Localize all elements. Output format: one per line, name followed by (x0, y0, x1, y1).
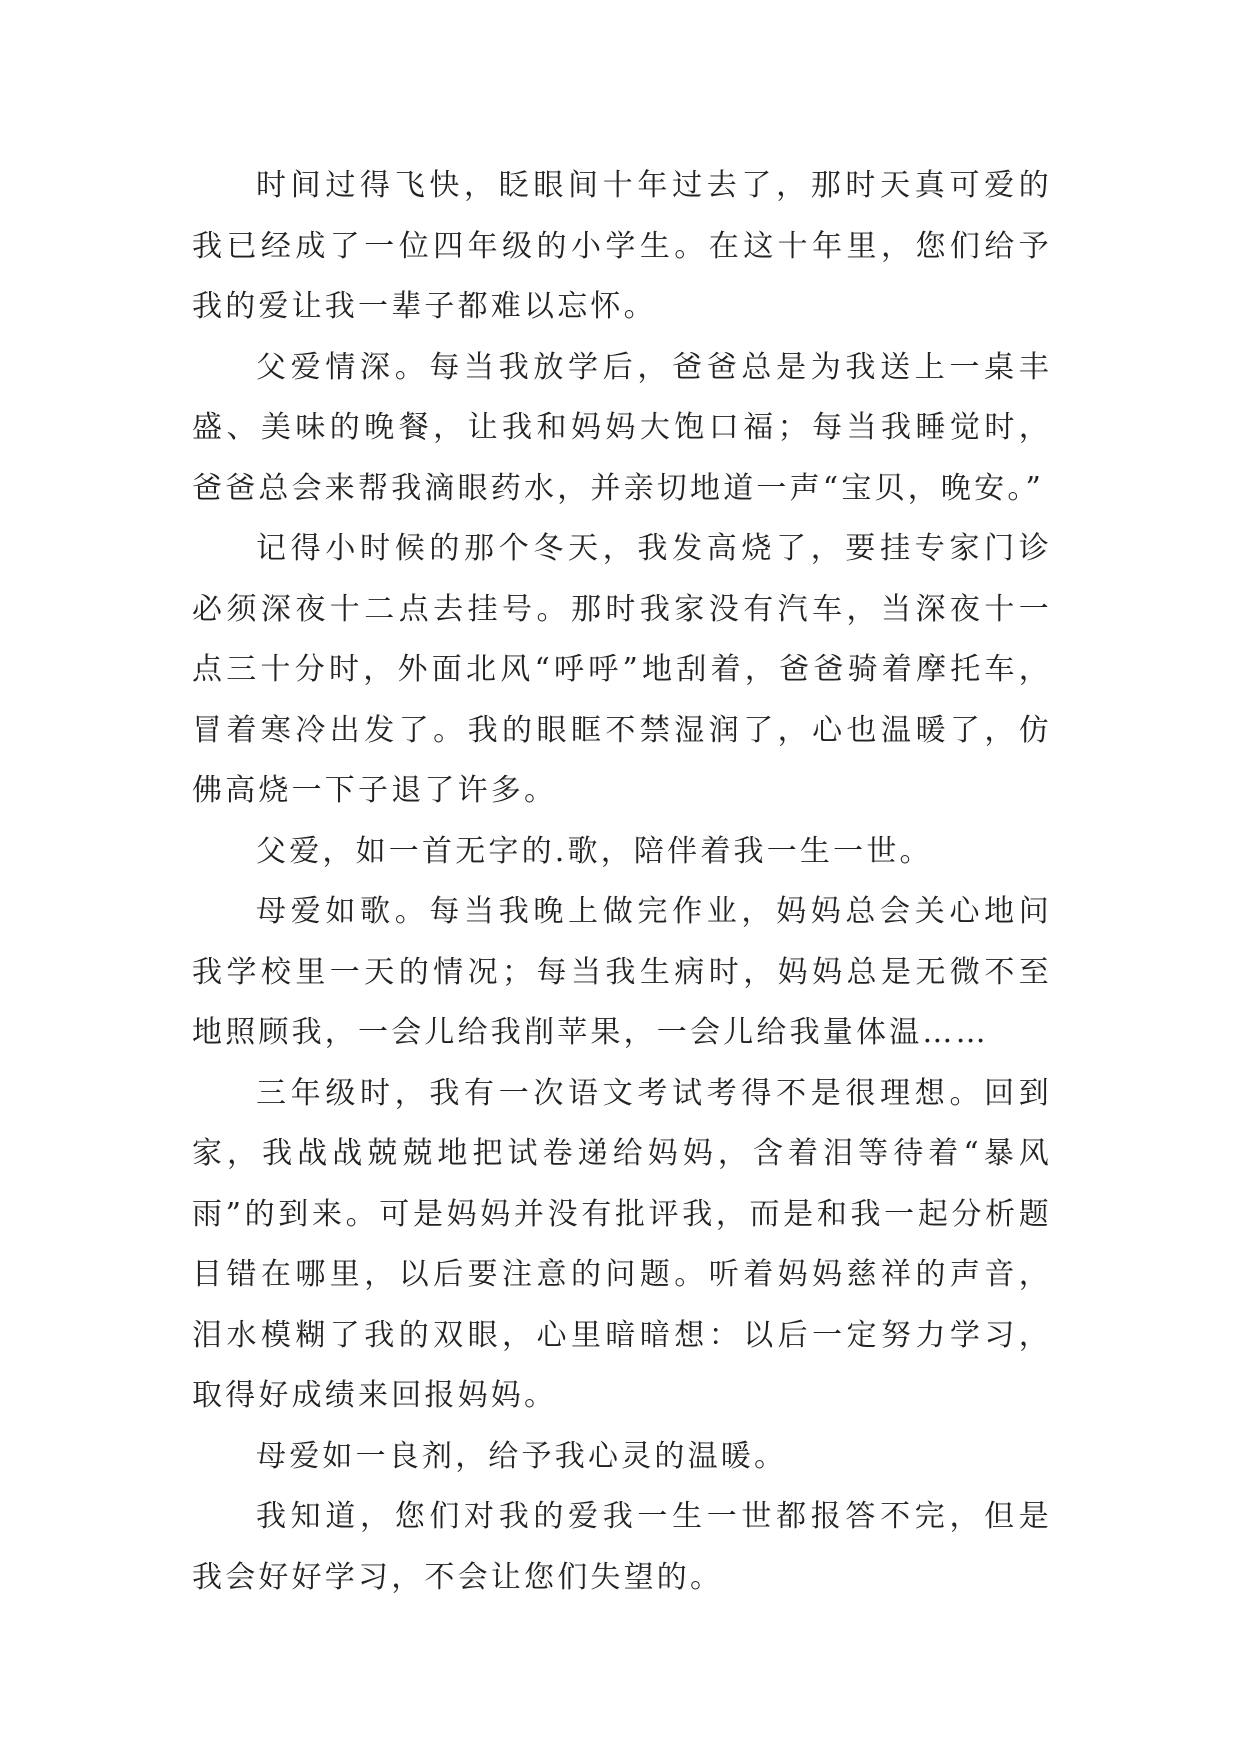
paragraph: 母爱如歌。每当我晚上做完作业，妈妈总会关心地问我学校里一天的情况；每当我生病时，妈妈总是无微不至地照顾我，一会儿给我削苹果，一会儿给我量体温…… (192, 894, 1052, 1050)
paragraph: 我知道，您们对我的爱我一生一世都报答不完，但是我会好好学习，不会让您们失望的。 (192, 1499, 1052, 1595)
paragraph: 三年级时，我有一次语文考试考得不是很理想。回到家，我战战兢兢地把试卷递给妈妈，含着泪等待着“暴风雨”的到来。可是妈妈并没有批评我，而是和我一起分析题目错在哪里，以后要注意的问题。听着妈妈慈祥的声音，泪水模糊了我的双眼，心里暗暗想：以后一定努力学习，取得好成绩来回报妈妈。 (192, 1075, 1052, 1413)
paragraph: 父爱情深。每当我放学后，爸爸总是为我送上一桌丰盛、美味的晚餐，让我和妈妈大饱口福；每当我睡觉时，爸爸总会来帮我滴眼药水，并亲切地道一声“宝贝，晚安。” (192, 349, 1052, 506)
paragraph: 记得小时候的那个冬天，我发高烧了，要挂专家门诊必须深夜十二点去挂号。那时我家没有汽车，当深夜十一点三十分时，外面北风“呼呼”地刮着，爸爸骑着摩托车，冒着寒冷出发了。我的眼眶不禁湿润了，心也温暖了，仿佛高烧一下子退了许多。 (192, 531, 1052, 808)
paragraph: 母爱如一良剂，给予我心灵的温暖。 (256, 1438, 788, 1474)
paragraph: 时间过得飞快，眨眼间十年过去了，那时天真可爱的我已经成了一位四年级的小学生。在这十年里，您们给予我的爱让我一辈子都难以忘怀。 (192, 168, 1052, 324)
document-body (192, 156, 1052, 1608)
paragraph: 父爱，如一首无字的.歌，陪伴着我一生一世。 (256, 833, 933, 869)
